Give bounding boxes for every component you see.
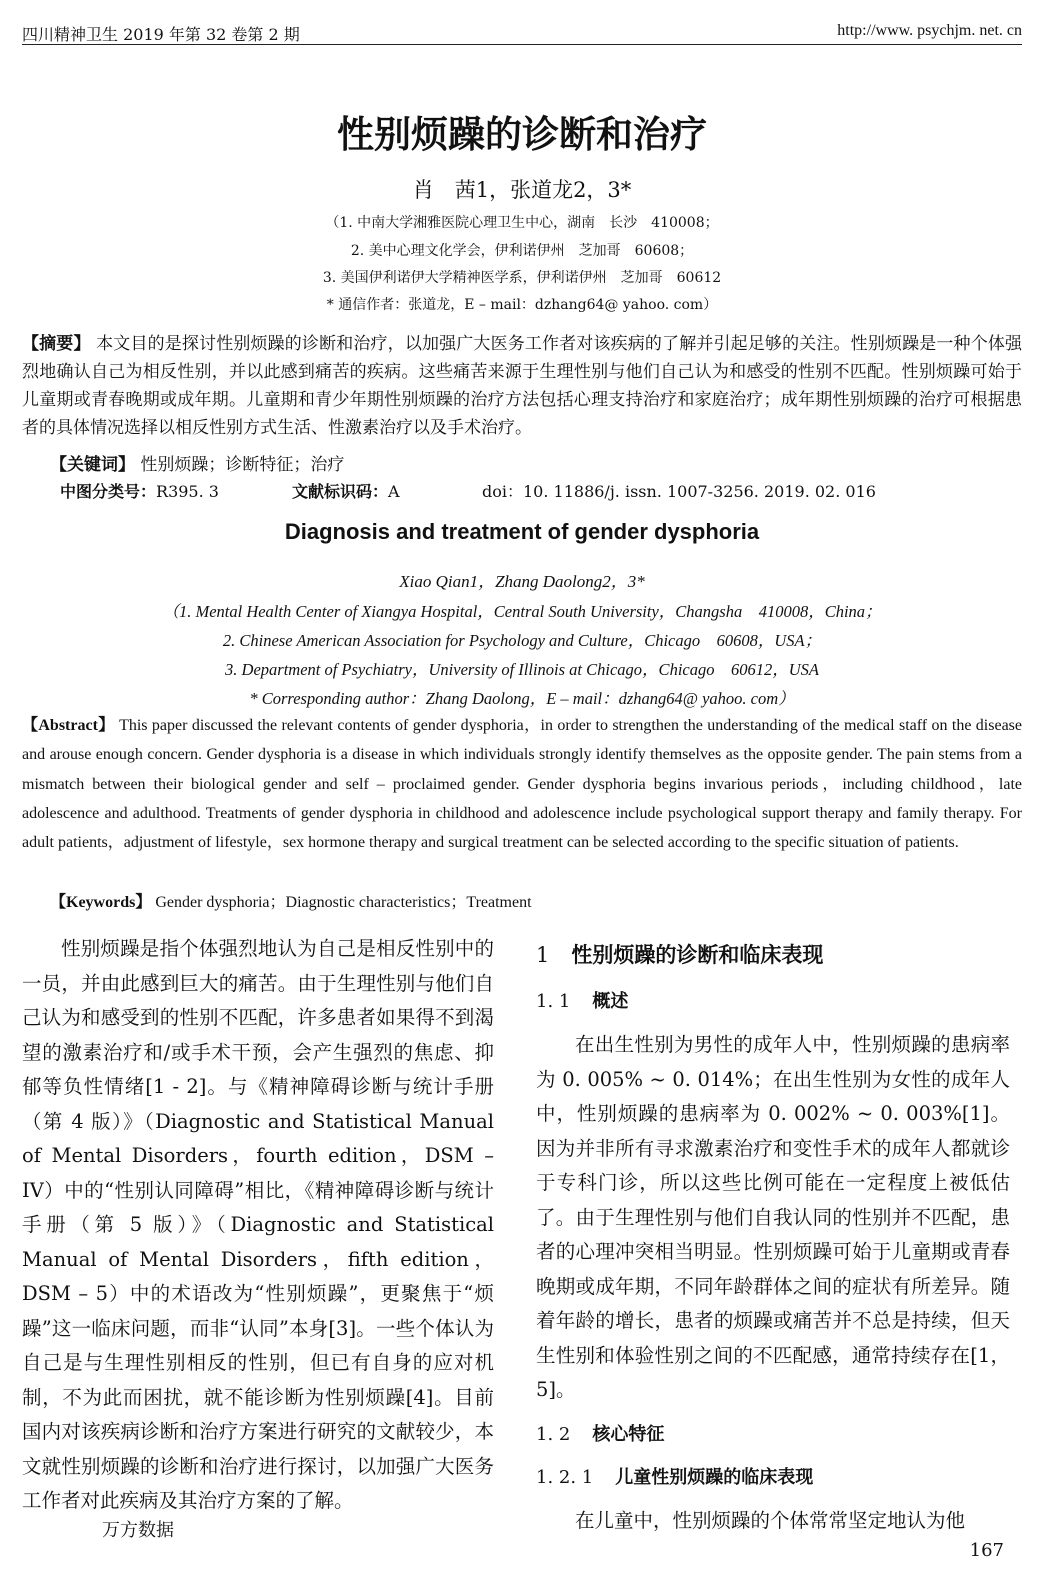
abstract-zh-label: 【摘要】: [22, 334, 91, 354]
keywords-zh: [50, 450, 344, 475]
section-1-1-heading: 1. 1 概述: [536, 991, 629, 1012]
abstract-zh: [22, 330, 1022, 442]
affiliation-en-1: （1. Mental Health Center of Xiangya Hospital，Central South University，Changsha 410008，China；: [162, 602, 882, 621]
intro-paragraph: 性别烦躁是指个体强烈地认为自己是相反性别中的一员，并由此感到巨大的痛苦。由于生理性别与他们自己认为和感受到的性别不匹配，许多患者如果得不到渴望的激素治疗和/或手术干预，会产生强烈的焦虑、抑郁等负性情绪[1 - 2]。与《精神障碍诊断与统计手册（第 4 版）》（Diagnostic and Statistical Manual of Mental Disorders，fourth edition，DSM – IV）中的“性别认同障碍”相比，《精神障碍诊断与统计手册（第 5 版）》（Diagnostic and Statistical Manual of Mental Disorders，fifth edition，DSM – 5）中的术语改为“性别烦躁”，更聚焦于“烦躁”这一临床问题，而非“认同”本身[3]。一些个体认为自己是与生理性别相反的性别，但已有自身的应对机制，不为此而困扰，就不能诊断为性别烦躁[4]。目前国内对该疾病诊断和治疗方案进行研究的文献较少，本文就性别烦躁的诊断和治疗进行探讨，以加强广大医务工作者对此疾病及其治疗方案的了解。: [22, 937, 494, 1512]
affiliation-en-2: 2. Chinese American Association for Psychology and Culture，Chicago 60608，USA；: [222, 631, 822, 650]
section-1-2-1-heading: 1. 2. 1 儿童性别烦躁的临床表现: [536, 1466, 814, 1488]
keywords-en-label: 【Keywords】: [50, 894, 152, 911]
affiliation-en-3: 3. Department of Psychiatry，University of Illinois at Chicago，Chicago 60612，USA: [225, 660, 819, 679]
overview-paragraph: 在出生性别为男性的成年人中，性别烦躁的患病率为 0. 005% ~ 0. 014%；在出生性别为女性的成年人中，性别烦躁的患病率为 0. 002% ~ 0. 003%[1]。因为并非所有寻求激素治疗和变性手术的成年人都就诊于专科门诊，所以这些比例可能在一定程度上被低估了。由于生理性别与他们自我认同的性别并不匹配，患者的心理冲突相当明显。性别烦躁可始于儿童期或青春晚期或成年期，不同年龄群体之间的症状有所差异。随着年龄的增长，患者的烦躁或痛苦并不总是持续，但天生性别和体验性别之间的不匹配感，通常持续存在[1，5]。: [536, 1033, 1010, 1401]
authors-en: Xiao Qian1，Zhang Daolong2，3*: [399, 572, 645, 591]
keywords-en-text: Gender dysphoria；Diagnostic characteristics；Treatment: [155, 894, 532, 911]
affiliation-1: （1. 中南大学湘雅医院心理卫生中心，湖南 长沙 410008；: [325, 215, 719, 231]
body-right-column: [536, 935, 1010, 1538]
abstract-zh-text: 本文目的是探讨性别烦躁的诊断和治疗，以加强广大医务工作者对该疾病的了解并引起足够的关注。性别烦躁是一种个体强烈地确认自己为相反性别，并以此感到痛苦的疾病。这些痛苦来源于生理性别与他们自己认为和感受的性别不匹配。性别烦躁可始于儿童期或青春晚期或成年期。儿童期和青少年期性别烦躁的治疗方法包括心理支持治疗和家庭治疗；成年期性别烦躁的治疗可根据患者的具体情况选择以相反性别方式生活、性激素治疗以及手术治疗。: [22, 334, 1023, 438]
watermark: 万方数据: [102, 1520, 174, 1541]
doi[interactable]: doi：10. 11886/j. issn. 1007-3256. 2019. 02. 016: [482, 482, 876, 501]
abstract-en: [22, 711, 1022, 857]
journal-info: 四川精神卫生 2019 年第 32 卷第 2 期: [22, 25, 300, 44]
abstract-en-label: 【Abstract】: [22, 717, 115, 734]
document-code: 文献标识码：A: [292, 482, 400, 501]
abstract-en-text: This paper discussed the relevant contents of gender dysphoria，in order to strengthen the understanding of the medical staff on the disease and arouse enough concern. Gender dysphoria is a disease in which individuals strongly identify themselves as the opposite gender. The pain stems from a mismatch between their biological gender and self – proclaimed gender. Gender dysphoria begins invarious periods，including childhood，late adolescence and adulthood. Treatments of gender dysphoria in childhood and adolescence include psychological support therapy and family therapy. For adult patients，adjustment of lifestyle，sex hormone therapy and surgical treatment can be selected according to the specific situation of patients.: [22, 717, 1023, 852]
article-title: 性别烦躁的诊断和治疗: [337, 113, 707, 156]
journal-url[interactable]: http://www. psychjm. net. cn: [837, 22, 1022, 39]
section-1-heading: 1 性别烦躁的诊断和临床表现: [536, 943, 824, 967]
article-title-en: Diagnosis and treatment of gender dysphoria: [284, 519, 760, 544]
affiliation-3: 3. 美国伊利诺伊大学精神医学系，伊利诺伊州 芝加哥 60612: [322, 270, 722, 286]
correspondence: * 通信作者：张道龙，E – mail：dzhang64@ yahoo. com）: [326, 297, 718, 313]
keywords-zh-text: 性别烦躁；诊断特征；治疗: [140, 455, 345, 475]
affiliation-2: 2. 美中心理文化学会，伊利诺伊州 芝加哥 60608；: [350, 243, 694, 259]
clc-number: 中图分类号：R395. 3: [60, 482, 219, 501]
keywords-zh-label: 【关键词】: [50, 455, 135, 475]
page-number: 167: [969, 1540, 1004, 1561]
children-paragraph: 在儿童中，性别烦躁的个体常常坚定地认为他: [575, 1508, 966, 1532]
body-left-column: [22, 932, 494, 1519]
section-1-2-heading: 1. 2 核心特征: [536, 1423, 665, 1445]
authors: 肖 茜1，张道龙2，3*: [412, 178, 632, 202]
keywords-en: [50, 889, 532, 912]
running-header: [22, 20, 1022, 45]
correspondence-en: * Corresponding author：Zhang Daolong，E – mail：dzhang64@ yahoo. com）: [249, 689, 795, 708]
